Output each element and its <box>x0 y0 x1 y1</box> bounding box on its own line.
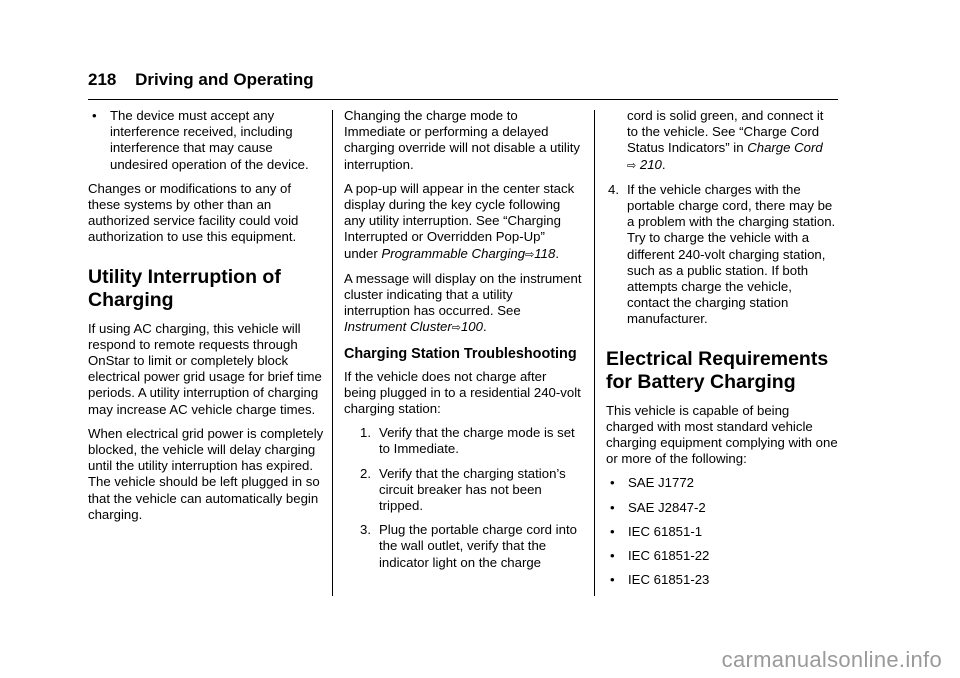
section-heading-utility-interruption: Utility Interruption of Charging <box>88 265 281 311</box>
page-ref-arrow-icon: ⇨ <box>451 322 461 335</box>
paragraph: A message will display on the instrument cluster indicating that a utility interruption has occurred. See Instrument Cluster⇨100. <box>344 270 582 335</box>
page-reference[interactable]: 210 <box>639 156 662 172</box>
step-number: 3. <box>360 522 371 538</box>
page-number: 218 <box>88 70 117 89</box>
bullet-text: SAE J1772 <box>628 475 694 491</box>
cross-reference-link[interactable]: Charge Cord <box>747 140 823 156</box>
bullet-item <box>88 108 325 173</box>
bullet-item <box>606 475 838 491</box>
bullet-item <box>606 524 838 540</box>
step-text: Verify that the charge mode is set to Immediate. <box>379 425 575 457</box>
numbered-step <box>344 466 582 515</box>
numbered-step <box>344 522 582 571</box>
step-text: Verify that the charging station’s circuit breaker has not been tripped. <box>379 465 566 514</box>
step-number: 4. <box>608 181 619 197</box>
column-divider-1 <box>332 110 333 596</box>
column-divider-2 <box>594 110 595 596</box>
bullet-marker: • <box>610 548 615 564</box>
step-text: If the vehicle charges with the portable charge cord, there may be a problem with the charging station. Try to charge the vehicle with a different 240-volt charging station, such as a public station. If both attempts charge the vehicle, contact the charging station manufacturer. <box>627 181 836 327</box>
bullet-marker: • <box>610 499 615 515</box>
section-title: Driving and Operating <box>135 70 314 89</box>
page-reference[interactable]: 118 <box>534 245 556 261</box>
bullet-text: SAE J2847-2 <box>628 499 706 515</box>
step-continuation: cord is solid green, and connect it to the vehicle. See “Charge Cord Status Indicators” in Charge Cord ⇨ 210. <box>627 108 824 172</box>
column-2 <box>344 108 582 579</box>
step-number: 2. <box>360 465 371 481</box>
cross-reference-link[interactable]: Programmable Charging <box>381 245 526 261</box>
paragraph: Changing the charge mode to Immediate or performing a delayed charging override will not disable a utility interruption. <box>344 108 581 172</box>
bullet-marker: • <box>610 523 615 539</box>
bullet-text: IEC 61851-1 <box>628 523 703 539</box>
bullet-text: IEC 61851-23 <box>628 572 710 588</box>
paragraph: If using AC charging, this vehicle will respond to remote requests through OnStar to limit or completely block electrical power grid usage for brief time periods. A utility interruption of charging may increase AC vehicle charge times. <box>88 320 322 417</box>
numbered-step <box>606 182 838 328</box>
header-rule <box>88 99 838 100</box>
cross-reference-link[interactable]: Instrument Cluster <box>344 319 452 335</box>
bullet-item <box>606 500 838 516</box>
bullet-marker: • <box>92 108 97 123</box>
watermark: carmanualsonline.info <box>721 647 942 672</box>
subsection-heading-troubleshooting: Charging Station Troubleshooting <box>344 345 577 362</box>
page-ref-arrow-icon: ⇨ <box>627 159 637 172</box>
paragraph: When electrical grid power is completely blocked, the vehicle will delay charging until the utility interruption has expired. The vehicle should be left plugged in so that the vehicle can automatically begin charging. <box>88 425 324 522</box>
step-text: Plug the portable charge cord into the wall outlet, verify that the indicator light on the charge <box>379 522 577 570</box>
paragraph: This vehicle is capable of being charged with most standard vehicle charging equipment complying with one or more of the following: <box>606 402 838 467</box>
page-ref-arrow-icon: ⇨ <box>525 248 535 261</box>
page-reference[interactable]: 100 <box>460 319 483 335</box>
paragraph: Changes or modifications to any of these systems by other than an authorized service facility could void authorization to use this equipment. <box>88 180 299 245</box>
column-1 <box>88 108 325 531</box>
bullet-marker: • <box>610 572 615 588</box>
section-heading-electrical-requirements: Electrical Requirements for Battery Charging <box>606 347 829 393</box>
bullet-text: IEC 61851-22 <box>628 548 710 564</box>
bullet-item <box>606 548 838 564</box>
numbered-step <box>344 425 582 457</box>
bullet-marker: • <box>610 475 615 491</box>
bullet-text: The device must accept any interference received, including interference that may cause undesired operation of the device. <box>110 108 309 172</box>
page-header <box>88 70 314 90</box>
bullet-item <box>606 572 838 588</box>
paragraph: A pop-up will appear in the center stack display during the key cycle following any utility interruption. See “Charging Interrupted or Overridden Pop-Up” under Programmable Charging⇨118. <box>344 180 575 261</box>
paragraph: If the vehicle does not charge after being plugged in to a residential 240-volt charging station: <box>344 368 581 417</box>
column-3 <box>606 108 838 596</box>
step-number: 1. <box>360 425 371 441</box>
